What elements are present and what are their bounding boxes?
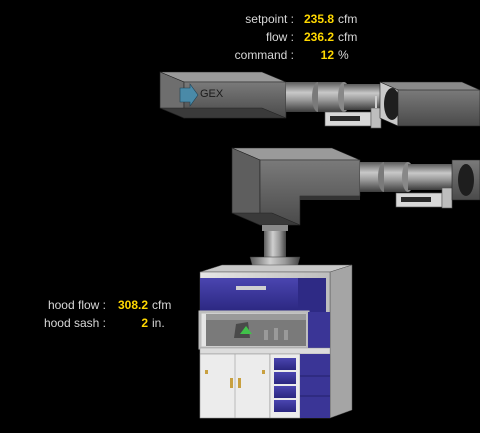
flow-unit: cfm: [338, 30, 358, 44]
setpoint-label: setpoint :: [245, 12, 294, 26]
setpoint-readout: [200, 10, 357, 28]
hood-flow-unit: cfm: [152, 298, 172, 312]
gex-exhaust-duct: [160, 72, 480, 128]
flow-readout: [200, 28, 357, 46]
command-readout: [200, 46, 357, 64]
hood-sash-label: hood sash :: [43, 316, 106, 330]
command-value: 12: [320, 48, 334, 62]
hood-sash-readout: [14, 314, 171, 332]
hood-readouts: [14, 296, 171, 332]
gex-duct-label: GEX: [200, 88, 224, 100]
exhaust-readouts: [200, 10, 357, 64]
flow-label: flow :: [265, 30, 294, 44]
hood-flow-readout: [14, 296, 171, 314]
hood-sash-value: 2: [141, 316, 148, 330]
setpoint-value: 235.8: [303, 12, 334, 26]
setpoint-unit: cfm: [338, 12, 358, 26]
command-unit: %: [338, 48, 349, 62]
flow-value: 236.2: [303, 30, 334, 44]
command-label: command :: [234, 48, 294, 62]
hood-flow-label: hood flow :: [47, 298, 106, 312]
fume-hood-cabinet: [200, 265, 352, 418]
hood-sash-unit: in.: [152, 316, 165, 330]
hood-flow-value: 308.2: [117, 298, 148, 312]
hood-exhaust-duct: [232, 148, 480, 272]
